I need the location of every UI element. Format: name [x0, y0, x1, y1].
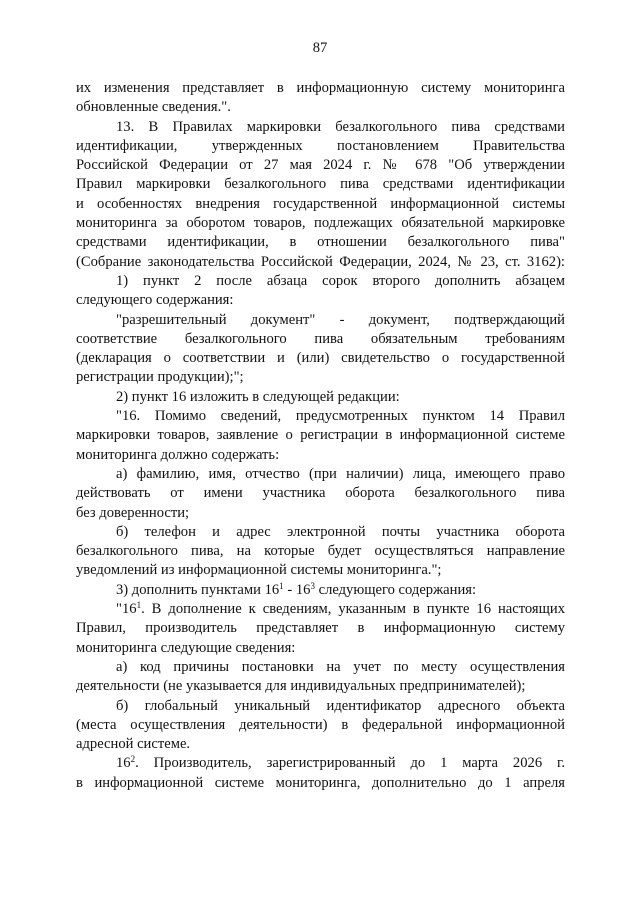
paragraph-first-line: а) код причины постановки на учет по месту осуществления	[116, 658, 565, 675]
text-line: деятельности (не указывается для индивидуальных предпринимателей);	[76, 678, 526, 695]
text-line: уведомлений из информационной системы мониторинга.";	[76, 562, 442, 579]
text-line: Правил маркировки безалкогольного пива средствами идентификации	[76, 176, 565, 193]
text-line: мониторинга должно содержать:	[76, 446, 280, 463]
text-line: соответствие безалкогольного пива обязательным требованиям	[76, 330, 565, 347]
paragraph-first-line: 1) пункт 2 после абзаца сорок второго дополнить абзацем	[116, 272, 565, 289]
paragraph-first-line: 13. В Правилах маркировки безалкогольного пива средствами	[116, 118, 565, 135]
text-line: адресной системе.	[76, 736, 191, 753]
text-run: "16	[116, 601, 137, 618]
paragraph-first-line: б) телефон и адрес электронной почты участника оборота	[116, 523, 565, 540]
text-line: без доверенности;	[76, 504, 190, 521]
text-run: 3) дополнить пунктами 16	[116, 581, 280, 598]
text-run: 16	[116, 755, 131, 772]
text-line: Российской Федерации от 27 мая 2024 г. № 678 "Об утверждении	[76, 157, 565, 174]
text-line: (места осуществления деятельности) в федеральной информационной	[76, 716, 565, 733]
text-line: средствами идентификации, в отношении безалкогольного пива"	[76, 234, 565, 251]
paragraph-first-line: б) глобальный уникальный идентификатор адресного объекта	[116, 697, 565, 714]
text-run: . Производитель, зарегистрированный до 1 марта 2026 г.	[135, 755, 565, 772]
text-line: следующего содержания:	[76, 292, 234, 309]
paragraph-first-line: 2) пункт 16 изложить в следующей редакции:	[116, 388, 400, 405]
text-line: Правил, производитель представляет в информационную систему	[76, 620, 565, 637]
superscript: 3	[310, 580, 315, 591]
paragraph-first-line	[76, 600, 565, 619]
text-line: идентификации, утвержденных постановлением Правительства	[76, 137, 565, 154]
text-run: - 16	[283, 581, 311, 598]
text-run: . В дополнение к сведениям, указанным в пункте 16 настоящих	[141, 601, 565, 618]
text-line: обновленные сведения.".	[76, 99, 231, 116]
superscript: 1	[279, 580, 284, 591]
text-line: в информационной системе мониторинга, дополнительно до 1 апреля	[76, 774, 565, 791]
text-run: следующего содержания:	[314, 581, 477, 598]
superscript: 2	[130, 754, 136, 765]
paragraph-first-line	[76, 754, 565, 773]
text-line: маркировки товаров, заявление о регистрации в информационной системе	[76, 427, 565, 444]
page-number: 87	[312, 40, 328, 56]
text-line: регистрации продукции);";	[76, 369, 244, 386]
paragraph-first-line: "16. Помимо сведений, предусмотренных пунктом 14 Правил	[116, 408, 565, 425]
text-line: мониторинга следующие сведения:	[76, 639, 296, 656]
text-line: их изменения представляет в информационную систему мониторинга	[76, 80, 565, 96]
paragraph-first-line: "разрешительный документ" - документ, подтверждающий	[116, 311, 565, 328]
superscript: 1	[136, 600, 142, 611]
text-line: безалкогольного пива, на которые будет осуществляться направление	[76, 543, 565, 560]
document-body	[76, 79, 565, 793]
text-line: мониторинга за оборотом товаров, подлежащих обязательной маркировке	[76, 215, 565, 232]
text-line: и особенностях внедрения государственной информационной системы	[76, 195, 565, 212]
text-line: действовать от имени участника оборота безалкогольного пива	[76, 485, 565, 502]
text-line: (декларация о соответствии и (или) свидетельство о государственной	[76, 350, 565, 367]
paragraph-first-line	[76, 581, 565, 600]
text-line: (Собрание законодательства Российской Федерации, 2024, № 23, ст. 3162):	[76, 253, 565, 270]
paragraph-first-line: а) фамилию, имя, отчество (при наличии) лица, имеющего право	[116, 465, 565, 482]
